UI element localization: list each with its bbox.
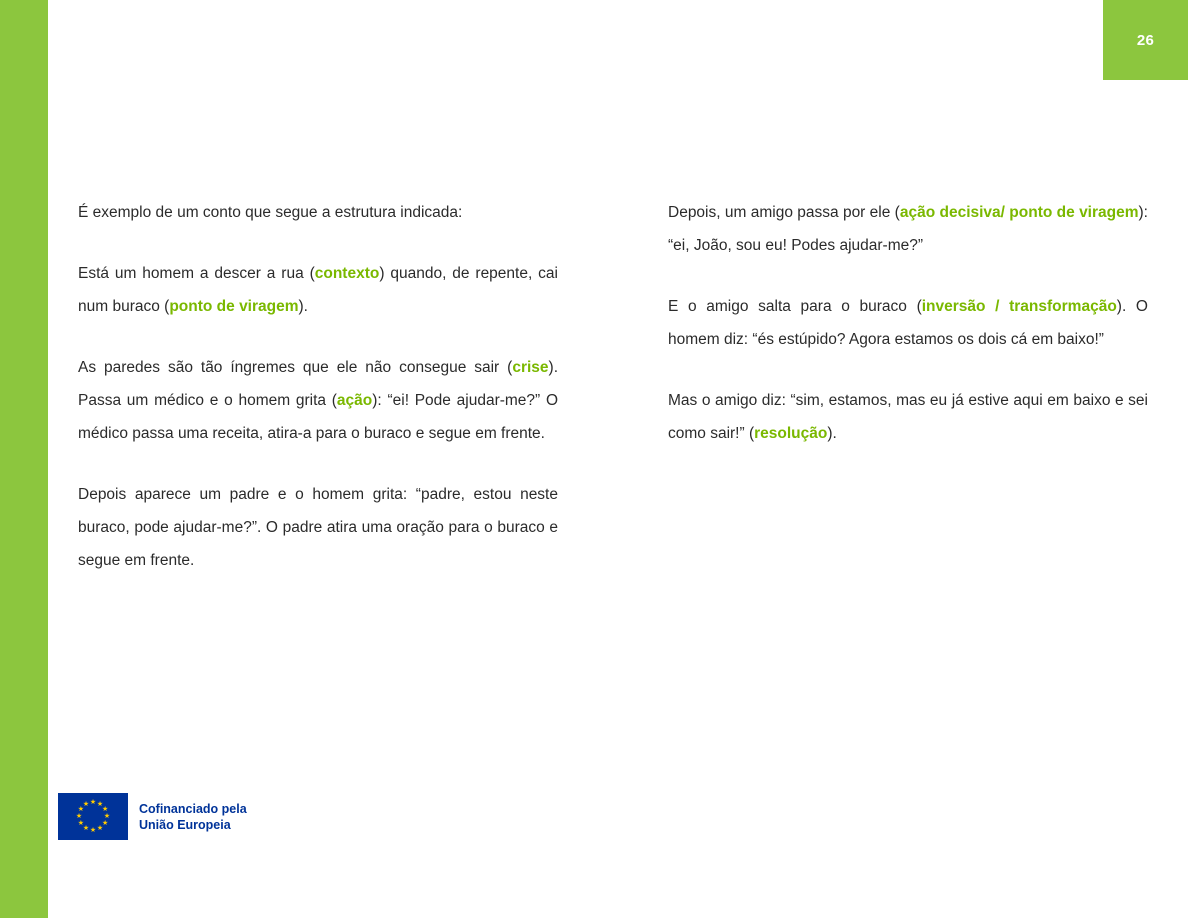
eu-star-icon: ★ (77, 820, 85, 827)
eu-star-icon: ★ (96, 800, 104, 808)
text-run: Está um homem a descer a rua ( (78, 265, 315, 282)
text-run: ). O homem diz: “és estúpido? Agora estamos os dois cá em baixo!” (668, 298, 1148, 348)
paragraph-contexto (78, 257, 558, 323)
eu-star-icon: ★ (101, 820, 109, 827)
highlighted-term: resolução (754, 425, 828, 442)
paragraph-acao-decisiva (668, 196, 1148, 262)
paragraph-inversao (668, 290, 1148, 356)
highlighted-term: crise (512, 359, 549, 376)
text-run: E o amigo salta para o buraco ( (668, 298, 922, 315)
text-run: ): “ei! Pode ajudar-me?” O médico passa uma receita, atira-a para o buraco e segue em frente. (78, 392, 558, 442)
text-run: Depois aparece um padre e o homem grita: “padre, estou neste buraco, pode ajudar-me?”. O padre atira uma oração para o buraco e segue em frente. (78, 486, 558, 569)
highlighted-term: ação (336, 392, 373, 409)
text-run: ). (827, 425, 837, 442)
highlighted-term: contexto (314, 265, 380, 282)
eu-star-icon: ★ (103, 813, 111, 820)
footer-logo-line2: União Europeia (139, 817, 231, 832)
footer-logo-line1: Cofinanciado pela (139, 801, 247, 816)
page-number-badge (1103, 0, 1188, 80)
page-number: 26 (1136, 31, 1155, 49)
text-run: ) quando, de repente, cai num buraco ( (78, 265, 558, 315)
eu-star-icon: ★ (101, 806, 109, 813)
highlighted-term: ação decisiva/ ponto de viragem (899, 204, 1139, 221)
text-run: Depois, um amigo passa por ele ( (668, 204, 900, 221)
eu-star-icon: ★ (75, 813, 83, 820)
highlighted-term: ponto de viragem (169, 298, 299, 315)
paragraph-resolucao (668, 384, 1148, 450)
text-run: É exemplo de um conto que segue a estrutura indicada: (78, 204, 463, 221)
paragraph-crise (78, 351, 558, 450)
text-run: ). (298, 298, 308, 315)
eu-star-icon: ★ (96, 825, 104, 833)
column-right (668, 196, 1148, 577)
text-run: As paredes são tão íngremes que ele não consegue sair ( (78, 359, 513, 376)
footer-logo-text (139, 801, 247, 833)
left-accent-bar (0, 0, 48, 918)
text-content (78, 196, 1148, 577)
paragraph-padre (78, 478, 558, 577)
european-union-flag-icon (58, 793, 128, 840)
highlighted-term: inversão / transformação (921, 298, 1117, 315)
eu-star-icon: ★ (77, 806, 85, 813)
column-left (78, 196, 558, 577)
footer-logo (58, 793, 247, 840)
eu-star-icon: ★ (82, 800, 90, 808)
text-run: ): “ei, João, sou eu! Podes ajudar-me?” (668, 204, 1148, 254)
eu-star-icon: ★ (89, 827, 97, 834)
text-run: ). Passa um médico e o homem grita ( (78, 359, 558, 409)
eu-star-icon: ★ (82, 825, 90, 833)
eu-star-icon: ★ (89, 799, 97, 806)
text-run: Mas o amigo diz: “sim, estamos, mas eu já estive aqui em baixo e sei como sair!” ( (668, 392, 1148, 442)
paragraph-intro (78, 196, 558, 229)
